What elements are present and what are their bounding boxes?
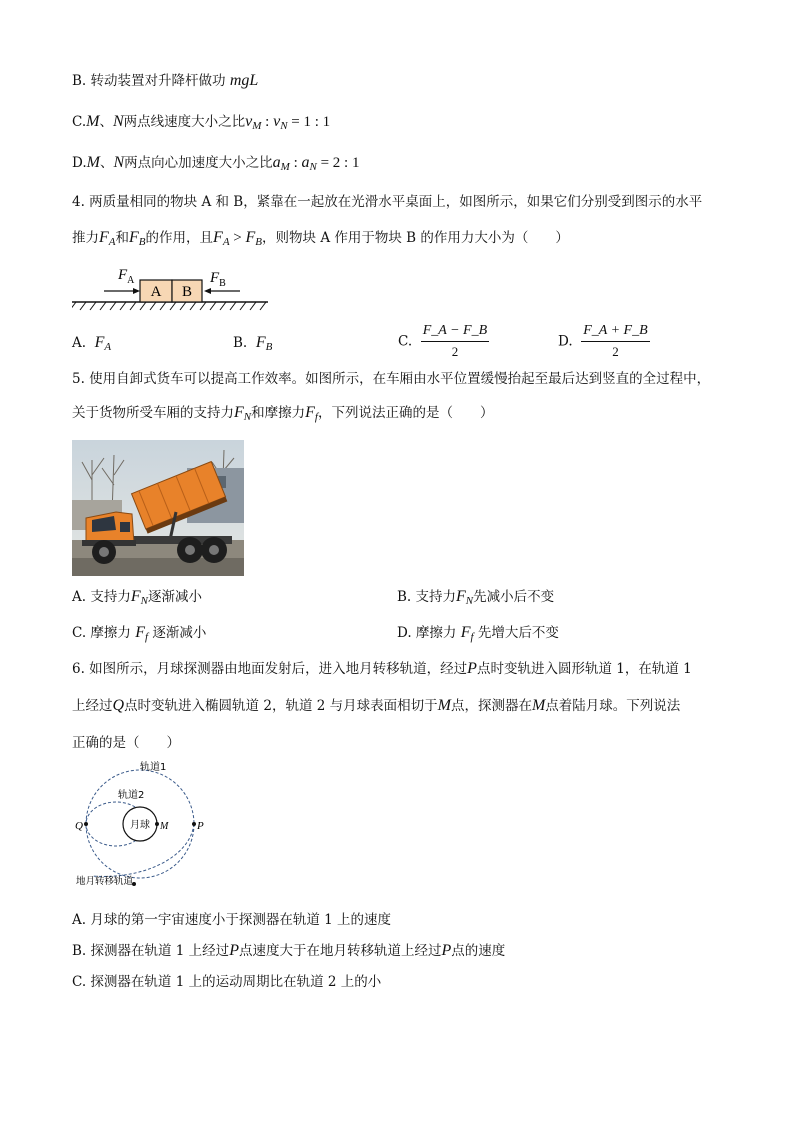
q5-stem-line1: 5. 使用自卸式货车可以提高工作效率。如图所示，在车厢由水平位置缓慢抬起至最后达到竖直的全过程中，	[72, 371, 711, 387]
dump-truck-photo	[72, 440, 244, 576]
q6-orbit-figure	[72, 758, 222, 893]
q4-blocks-figure	[72, 258, 272, 314]
q4-stem-line1: 4. 两质量相同的物块 A 和 B，紧靠在一起放在光滑水平桌面上，如图所示，如果它们分别受到图示的水平	[72, 194, 703, 210]
q6-stem-line3: 正确的是（ ）	[72, 735, 180, 751]
q6-option-a[interactable]: A. 月球的第一宇宙速度小于探测器在轨道 1 上的速度	[72, 912, 392, 928]
point-q-label: Q	[75, 820, 83, 832]
moon-label: 月球	[130, 820, 150, 831]
q5-option-b[interactable]: B. 支持力$F_N$先减小后不变	[397, 588, 555, 607]
q4-option-b[interactable]: B. $F_B$	[233, 334, 273, 353]
transfer-orbit-label: 地月转移轨道	[76, 876, 134, 887]
q3-option-b[interactable]: B. 转动装置对升降杆做功 mgL	[72, 72, 259, 89]
point-p-label: P	[197, 820, 204, 832]
orbit2-label: 轨道2	[118, 790, 145, 801]
block-b-label: B	[181, 284, 193, 300]
q4-option-d[interactable]: D. $\frac{F\_A + F\_B}{2}$	[558, 323, 648, 359]
point-m-label: M	[160, 821, 169, 832]
q6-option-b[interactable]: B. 探测器在轨道 1 上经过P点速度大于在地月转移轨道上经过P点的速度	[72, 942, 506, 959]
q5-option-a[interactable]: A. 支持力$F_N$逐渐减小	[72, 588, 202, 607]
q4-option-a[interactable]: A. $F_A$	[72, 334, 112, 353]
force-b-label: $F_B$	[210, 270, 226, 289]
q4-option-c[interactable]: C. $\frac{F\_A - F\_B}{2}$	[398, 323, 488, 359]
q5-option-c[interactable]: C. 摩擦力 $F_f$ 逐渐减小	[72, 624, 207, 643]
q3-option-c[interactable]: C.M、N两点线速度大小之比$v_M$ : $v_N = 1$ : 1	[72, 113, 331, 132]
force-a-label: $F_A$	[118, 267, 135, 286]
q3-option-d[interactable]: D.M、N两点向心加速度大小之比$a_M$ : $a_N = 2$ : 1	[72, 154, 360, 173]
q6-stem-line2: 上经过Q点时变轨进入椭圆轨道 2，轨道 2 与月球表面相切于M点，探测器在M点着陆月球。下列说法	[72, 697, 681, 714]
q6-stem-line1: 6. 如图所示，月球探测器由地面发射后，进入地月转移轨道，经过P点时变轨进入圆形轨道 1，在轨道 1	[72, 660, 692, 677]
orbit1-label: 轨道1	[140, 762, 167, 773]
q5-stem-line2: 关于货物所受车厢的支持力$F_N$和摩擦力$F_f$，下列说法正确的是（ ）	[72, 404, 494, 423]
q4-stem-line2: 推力$F_A$和$F_B$的作用，且$F_A > F_B$，则物块 A 作用于物块 B 的作用力大小为（ ）	[72, 229, 569, 248]
q5-option-d[interactable]: D. 摩擦力 $F_f$ 先增大后不变	[397, 624, 559, 643]
q6-option-c[interactable]: C. 探测器在轨道 1 上的运动周期比在轨道 2 上的小	[72, 974, 382, 990]
formula-mgl: mgL	[229, 72, 259, 89]
block-a-label: A	[150, 284, 162, 300]
